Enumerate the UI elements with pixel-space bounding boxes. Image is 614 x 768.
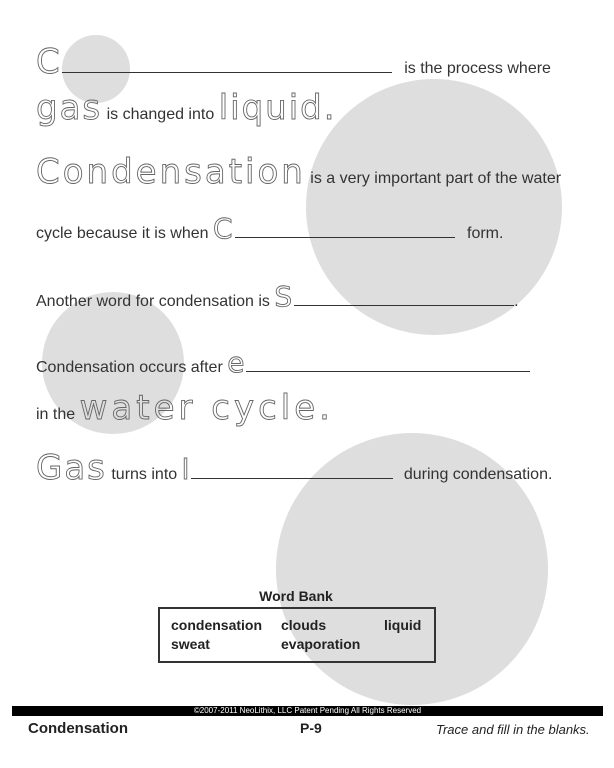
answer-blank[interactable] <box>246 353 530 372</box>
word-bank-word: evaporation <box>281 636 361 652</box>
sentence-text: is changed into <box>106 106 215 123</box>
answer-blank[interactable] <box>235 219 455 238</box>
sentence-line-7 <box>36 388 334 428</box>
trace-word[interactable]: liquid. <box>218 88 337 128</box>
word-bank-word: sweat <box>171 636 210 652</box>
sentence-text: during condensation. <box>403 466 553 483</box>
word-bank-word: liquid <box>384 617 422 633</box>
trace-word[interactable]: Gas <box>36 448 107 488</box>
trace-letter[interactable]: C <box>212 212 235 245</box>
trace-letter[interactable]: e <box>227 346 247 379</box>
sentence-text: turns into <box>111 466 178 483</box>
answer-blank[interactable] <box>191 460 393 479</box>
page-number: P-9 <box>300 720 322 736</box>
word-bank-box <box>158 607 436 663</box>
copyright-bar: ©2007-2011 NeoLithix, LLC Patent Pending All Rights Reserved <box>12 706 603 716</box>
sentence-text: . <box>514 293 519 310</box>
trace-letter[interactable]: l <box>181 453 192 486</box>
sentence-text: in the <box>36 406 76 423</box>
sentence-text: is a very important part of the water <box>310 170 562 187</box>
word-bank-word: condensation <box>171 617 263 633</box>
sentence-line-6 <box>36 346 530 379</box>
sentence-line-4 <box>36 212 503 245</box>
trace-word[interactable]: Condensation <box>36 152 306 192</box>
sentence-line-2 <box>36 88 337 128</box>
sentence-line-5 <box>36 280 519 313</box>
answer-blank[interactable] <box>294 287 514 306</box>
sentence-text: cycle because it is when <box>36 225 209 242</box>
answer-blank[interactable] <box>62 54 392 73</box>
trace-letter[interactable]: C <box>36 42 62 82</box>
sentence-line-1 <box>36 42 551 82</box>
sentence-line-8 <box>36 448 552 488</box>
word-bank-title: Word Bank <box>259 588 333 604</box>
footer-title: Condensation <box>28 720 128 737</box>
sentence-text: is the process where <box>404 60 551 77</box>
sentence-text: form. <box>467 225 504 242</box>
sentence-text: Another word for condensation is <box>36 293 270 310</box>
word-bank-word: clouds <box>281 617 327 633</box>
trace-letter[interactable]: S <box>274 280 295 313</box>
instruction-text: Trace and fill in the blanks. <box>436 722 590 737</box>
sentence-text: Condensation occurs after <box>36 359 223 376</box>
trace-word[interactable]: water cycle. <box>79 388 334 428</box>
sentence-line-3 <box>36 152 561 192</box>
trace-word[interactable]: gas <box>36 88 103 128</box>
